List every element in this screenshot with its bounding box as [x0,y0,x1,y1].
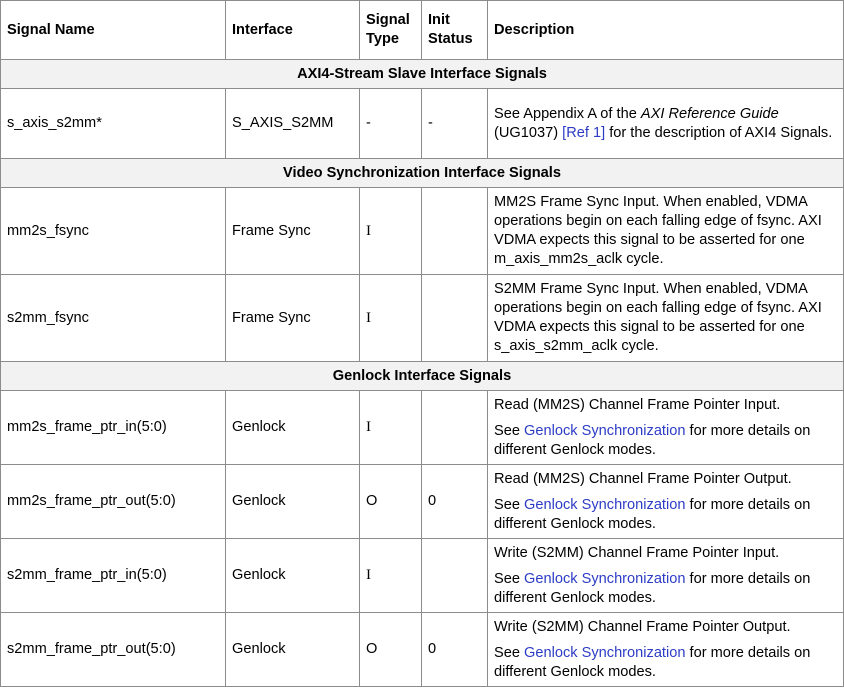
init-status-cell: 0 [422,465,488,539]
description-see-more [494,570,837,608]
header-signal-type-line1: Signal [366,12,410,28]
see-text: See [494,570,525,587]
description-line: Write (S2MM) Channel Frame Pointer Output. [494,618,791,635]
table-row [1,188,844,275]
signal-name-cell: s2mm_frame_ptr_in(5:0) [1,539,226,613]
signal-name-cell: mm2s_frame_ptr_out(5:0) [1,465,226,539]
init-status-cell [422,539,488,613]
see-rest-text: for more details on different Genlock modes. [494,570,811,606]
see-rest-text: for more details on different Genlock modes. [494,496,811,532]
section-row-genlock [1,362,844,391]
init-status-cell [422,188,488,275]
init-status-cell [422,275,488,362]
table-row [1,465,844,539]
init-status-cell: - [422,89,488,159]
genlock-sync-link[interactable]: Genlock Synchronization [524,422,686,439]
table-row [1,275,844,362]
signal-type-cell: I [360,391,422,465]
description-line: Read (MM2S) Channel Frame Pointer Output. [494,470,792,487]
genlock-sync-link[interactable]: Genlock Synchronization [524,644,686,661]
interface-cell: Genlock [226,613,360,687]
description-cell [488,539,844,613]
description-see-more [494,422,837,460]
genlock-sync-link[interactable]: Genlock Synchronization [524,496,686,513]
ref-link[interactable]: [Ref 1] [562,124,606,141]
see-rest-text: for more details on different Genlock modes. [494,644,811,680]
signal-name-cell: s_axis_s2mm* [1,89,226,159]
interface-cell: Frame Sync [226,188,360,275]
interface-cell: Genlock [226,465,360,539]
section-row-video-sync [1,159,844,188]
init-status-cell [422,391,488,465]
section-title: Genlock Interface Signals [1,362,844,391]
description-cell: S2MM Frame Sync Input. When enabled, VDMA operations begin on each falling edge of fsync. AXI VDMA expects this signal to be asserted for one s_axis_s2mm_aclk cycle. [488,275,844,362]
table-row [1,613,844,687]
signal-type-cell: I [360,275,422,362]
table-row [1,539,844,613]
header-signal-type-line2: Type [366,31,399,47]
section-title: Video Synchronization Interface Signals [1,159,844,188]
signal-name-cell: mm2s_fsync [1,188,226,275]
header-row [1,1,844,60]
signal-name-cell: mm2s_frame_ptr_in(5:0) [1,391,226,465]
doc-title: AXI Reference Guide [640,105,779,122]
header-init-status-line1: Init [428,12,450,28]
signal-type-cell: O [360,613,422,687]
header-interface: Interface [226,1,360,60]
header-init-status-line2: Status [428,31,473,47]
genlock-sync-link[interactable]: Genlock Synchronization [524,570,686,587]
description-cell [488,613,844,687]
signal-type-cell: I [360,188,422,275]
section-row-axi4-stream [1,60,844,89]
see-rest-text: for more details on different Genlock modes. [494,422,811,458]
signal-type-cell: O [360,465,422,539]
see-text: See [494,422,525,439]
description-see-more [494,644,837,682]
header-init-status [422,1,488,60]
header-description: Description [488,1,844,60]
description-text: See Appendix A of the [494,105,641,122]
see-text: See [494,644,525,661]
table-row [1,391,844,465]
interface-cell: Genlock [226,539,360,613]
description-cell [488,391,844,465]
table-row [1,89,844,159]
interface-cell: Genlock [226,391,360,465]
description-line: Read (MM2S) Channel Frame Pointer Input. [494,396,781,413]
header-signal-name: Signal Name [1,1,226,60]
interface-cell: S_AXIS_S2MM [226,89,360,159]
signal-type-cell: - [360,89,422,159]
header-signal-type [360,1,422,60]
see-text: See [494,496,525,513]
description-see-more [494,496,837,534]
signal-name-cell: s2mm_frame_ptr_out(5:0) [1,613,226,687]
init-status-cell: 0 [422,613,488,687]
description-text: for the description of AXI4 Signals. [605,124,833,141]
interface-cell: Frame Sync [226,275,360,362]
description-line: Write (S2MM) Channel Frame Pointer Input. [494,544,780,561]
signal-type-cell: I [360,539,422,613]
description-text: (UG1037) [494,124,563,141]
section-title: AXI4-Stream Slave Interface Signals [1,60,844,89]
description-cell: MM2S Frame Sync Input. When enabled, VDMA operations begin on each falling edge of fsync. AXI VDMA expects this signal to be asserted for one m_axis_mm2s_aclk cycle. [488,188,844,275]
signal-name-cell: s2mm_fsync [1,275,226,362]
description-cell [488,89,844,159]
description-cell [488,465,844,539]
